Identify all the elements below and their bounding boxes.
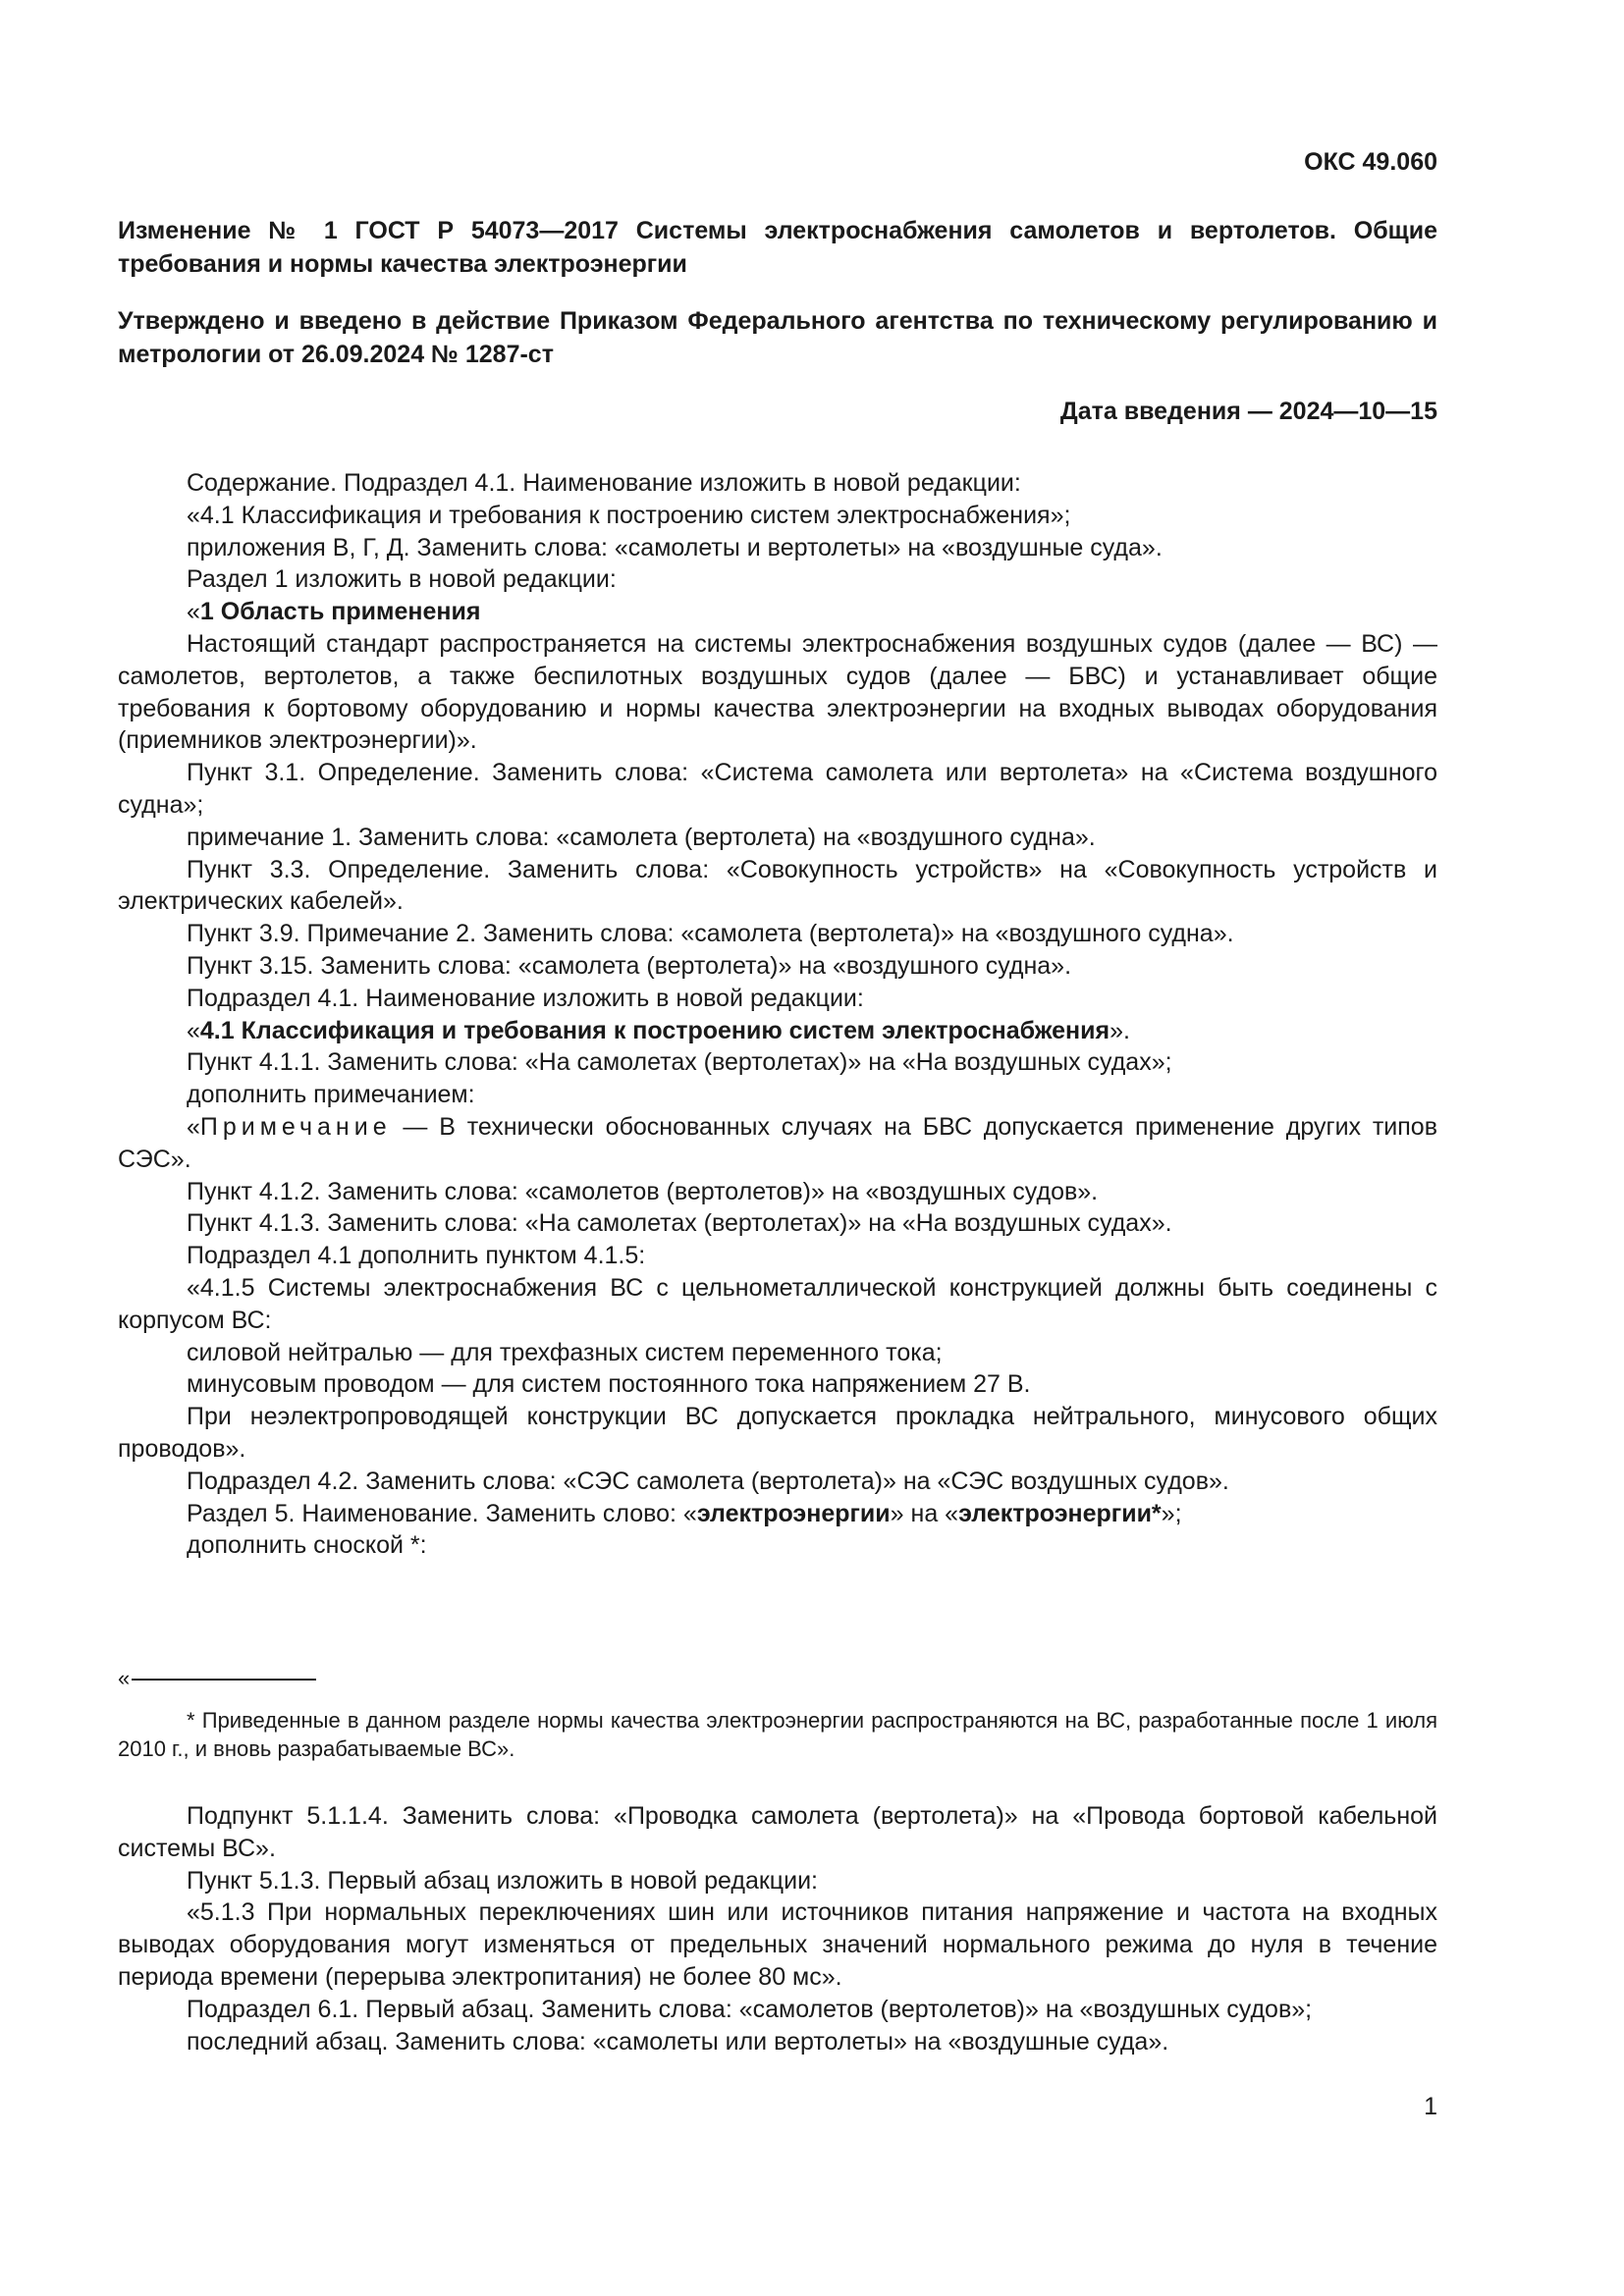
paragraph: Пункт 3.9. Примечание 2. Заменить слова: «самолета (вертолета)» на «воздушного судна». <box>187 920 1234 948</box>
document-content <box>118 145 1437 1562</box>
paragraph: Подраздел 4.2. Заменить слова: «СЭС самолета (вертолета)» на «СЭС воздушных судов». <box>187 1467 1229 1495</box>
paragraph: Раздел 1 изложить в новой редакции: <box>187 565 617 594</box>
section-heading-classification <box>118 1015 1437 1047</box>
footnote-separator <box>118 1667 412 1690</box>
paragraph: Содержание. Подраздел 4.1. Наименование изложить в новой редакции: <box>187 469 1021 497</box>
paragraph: «4.1.5 Системы электроснабжения ВС с цельнометаллической конструкцией должны быть соединены с корпусом ВС: <box>118 1273 1437 1334</box>
page-number: 1 <box>1424 2093 1437 2120</box>
paragraph: Пункт 4.1.1. Заменить слова: «На самолетах (вертолетах)» на «На воздушных судах»; <box>187 1048 1172 1077</box>
paragraph: примечание 1. Заменить слова: «самолета (вертолета) на «воздушного судна». <box>187 823 1096 851</box>
text-fragment: Раздел 5. Наименование. Заменить слово: « <box>187 1499 697 1527</box>
paragraph: Пункт 3.3. Определение. Заменить слова: «Совокупность устройств» на «Совокупность устройств и электрических кабелей». <box>118 855 1437 916</box>
quote-mark: « <box>187 598 200 626</box>
paragraph: «5.1.3 При нормальных переключениях шин или источников питания напряжение и частота на входных выводах оборудования могут изменяться от предельных значений нормального режима до нуля в течение периода времени (перерыва электропитания) не более 80 мс». <box>118 1898 1437 1991</box>
paragraph: дополнить сноской *: <box>187 1531 427 1560</box>
paragraph: Подраздел 6.1. Первый абзац. Заменить слова: «самолетов (вертолетов)» на «воздушных судов»; <box>187 1995 1313 2023</box>
paragraph: силовой нейтралью — для трехфазных систем переменного тока; <box>187 1338 943 1366</box>
note-text: — В технически обоснованных случаях на БВС допускается применение других типов СЭС». <box>118 1112 1437 1173</box>
paragraph: При неэлектропроводящей конструкции ВС допускается прокладка нейтрального, минусового общих проводов». <box>118 1403 1437 1463</box>
footnote-rule <box>132 1679 316 1681</box>
bold-fragment: электроэнергии* <box>958 1499 1162 1527</box>
text-fragment: »; <box>1161 1499 1182 1527</box>
amendment-body <box>118 467 1437 1562</box>
paragraph: Пункт 4.1.2. Заменить слова: «самолетов (вертолетов)» на «воздушных судов». <box>187 1177 1099 1205</box>
approval-statement: Утверждено и введено в действие Приказом Федерального агентства по техническому регулированию и метрологии от 26.09.2024 № 1287-ст <box>118 307 1437 368</box>
paragraph: Пункт 5.1.3. Первый абзац изложить в новой редакции: <box>187 1866 819 1895</box>
document-title: Изменение № 1 ГОСТ Р 54073—2017 Системы электроснабжения самолетов и вертолетов. Общие требования и нормы качества электроэнергии <box>118 217 1437 278</box>
paragraph: Подраздел 4.1. Наименование изложить в новой редакции: <box>187 984 864 1012</box>
amendment-body-continued <box>118 1800 1437 2057</box>
paragraph: дополнить примечанием: <box>187 1081 475 1109</box>
quote-mark: ». <box>1110 1016 1130 1044</box>
effective-date: Дата введения — 2024—10—15 <box>1059 398 1437 425</box>
quote-mark: « <box>118 1666 131 1690</box>
scope-heading: 1 Область применения <box>199 598 481 626</box>
okc-code: ОКС 49.060 <box>1304 148 1437 176</box>
paragraph: Пункт 3.15. Заменить слова: «самолета (вертолета)» на «воздушного судна». <box>187 951 1072 980</box>
paragraph: приложения В, Г, Д. Заменить слова: «самолеты и вертолеты» на «воздушные суда». <box>187 533 1163 561</box>
section-heading-scope <box>118 596 1437 628</box>
quote-mark: « <box>187 1112 200 1141</box>
paragraph: Пункт 4.1.3. Заменить слова: «На самолетах (вертолетах)» на «На воздушных судах». <box>187 1209 1172 1238</box>
footnote-text: * Приведенные в данном разделе нормы качества электроэнергии распространяются на ВС, разработанные после 1 июля 2010 г., и вновь разрабатываемые ВС». <box>118 1708 1437 1761</box>
bold-fragment: электроэнергии <box>696 1499 891 1527</box>
paragraph: Подпункт 5.1.1.4. Заменить слова: «Проводка самолета (вертолета)» на «Провода бортовой кабельной системы ВС». <box>118 1802 1437 1862</box>
paragraph: минусовым проводом — для систем постоянного тока напряжением 27 В. <box>187 1370 1031 1399</box>
quote-mark: « <box>187 1016 200 1044</box>
note-label: Примечание <box>199 1112 392 1141</box>
note <box>118 1111 1437 1176</box>
paragraph: Подраздел 4.1 дополнить пунктом 4.1.5: <box>187 1242 646 1270</box>
paragraph: последний абзац. Заменить слова: «самолеты или вертолеты» на «воздушные суда». <box>187 2027 1169 2056</box>
paragraph: Настоящий стандарт распространяется на системы электроснабжения воздушных судов (далее — ВС) — самолетов, вертолетов, а также беспилотных воздушных судов (далее — БВС) и устанавливает общие требования к бортовому оборудованию и нормы качества электроэнергии на входных выводах оборудования (приемников электроэнергии)». <box>118 629 1437 755</box>
paragraph-section5 <box>118 1498 1437 1530</box>
classification-heading: 4.1 Классификация и требования к построению систем электроснабжения <box>199 1016 1110 1044</box>
paragraph: «4.1 Классификация и требования к построению систем электроснабжения»; <box>187 501 1071 529</box>
text-fragment: » на « <box>890 1499 959 1527</box>
paragraph: Пункт 3.1. Определение. Заменить слова: «Система самолета или вертолета» на «Система воздушного судна»; <box>118 759 1437 819</box>
